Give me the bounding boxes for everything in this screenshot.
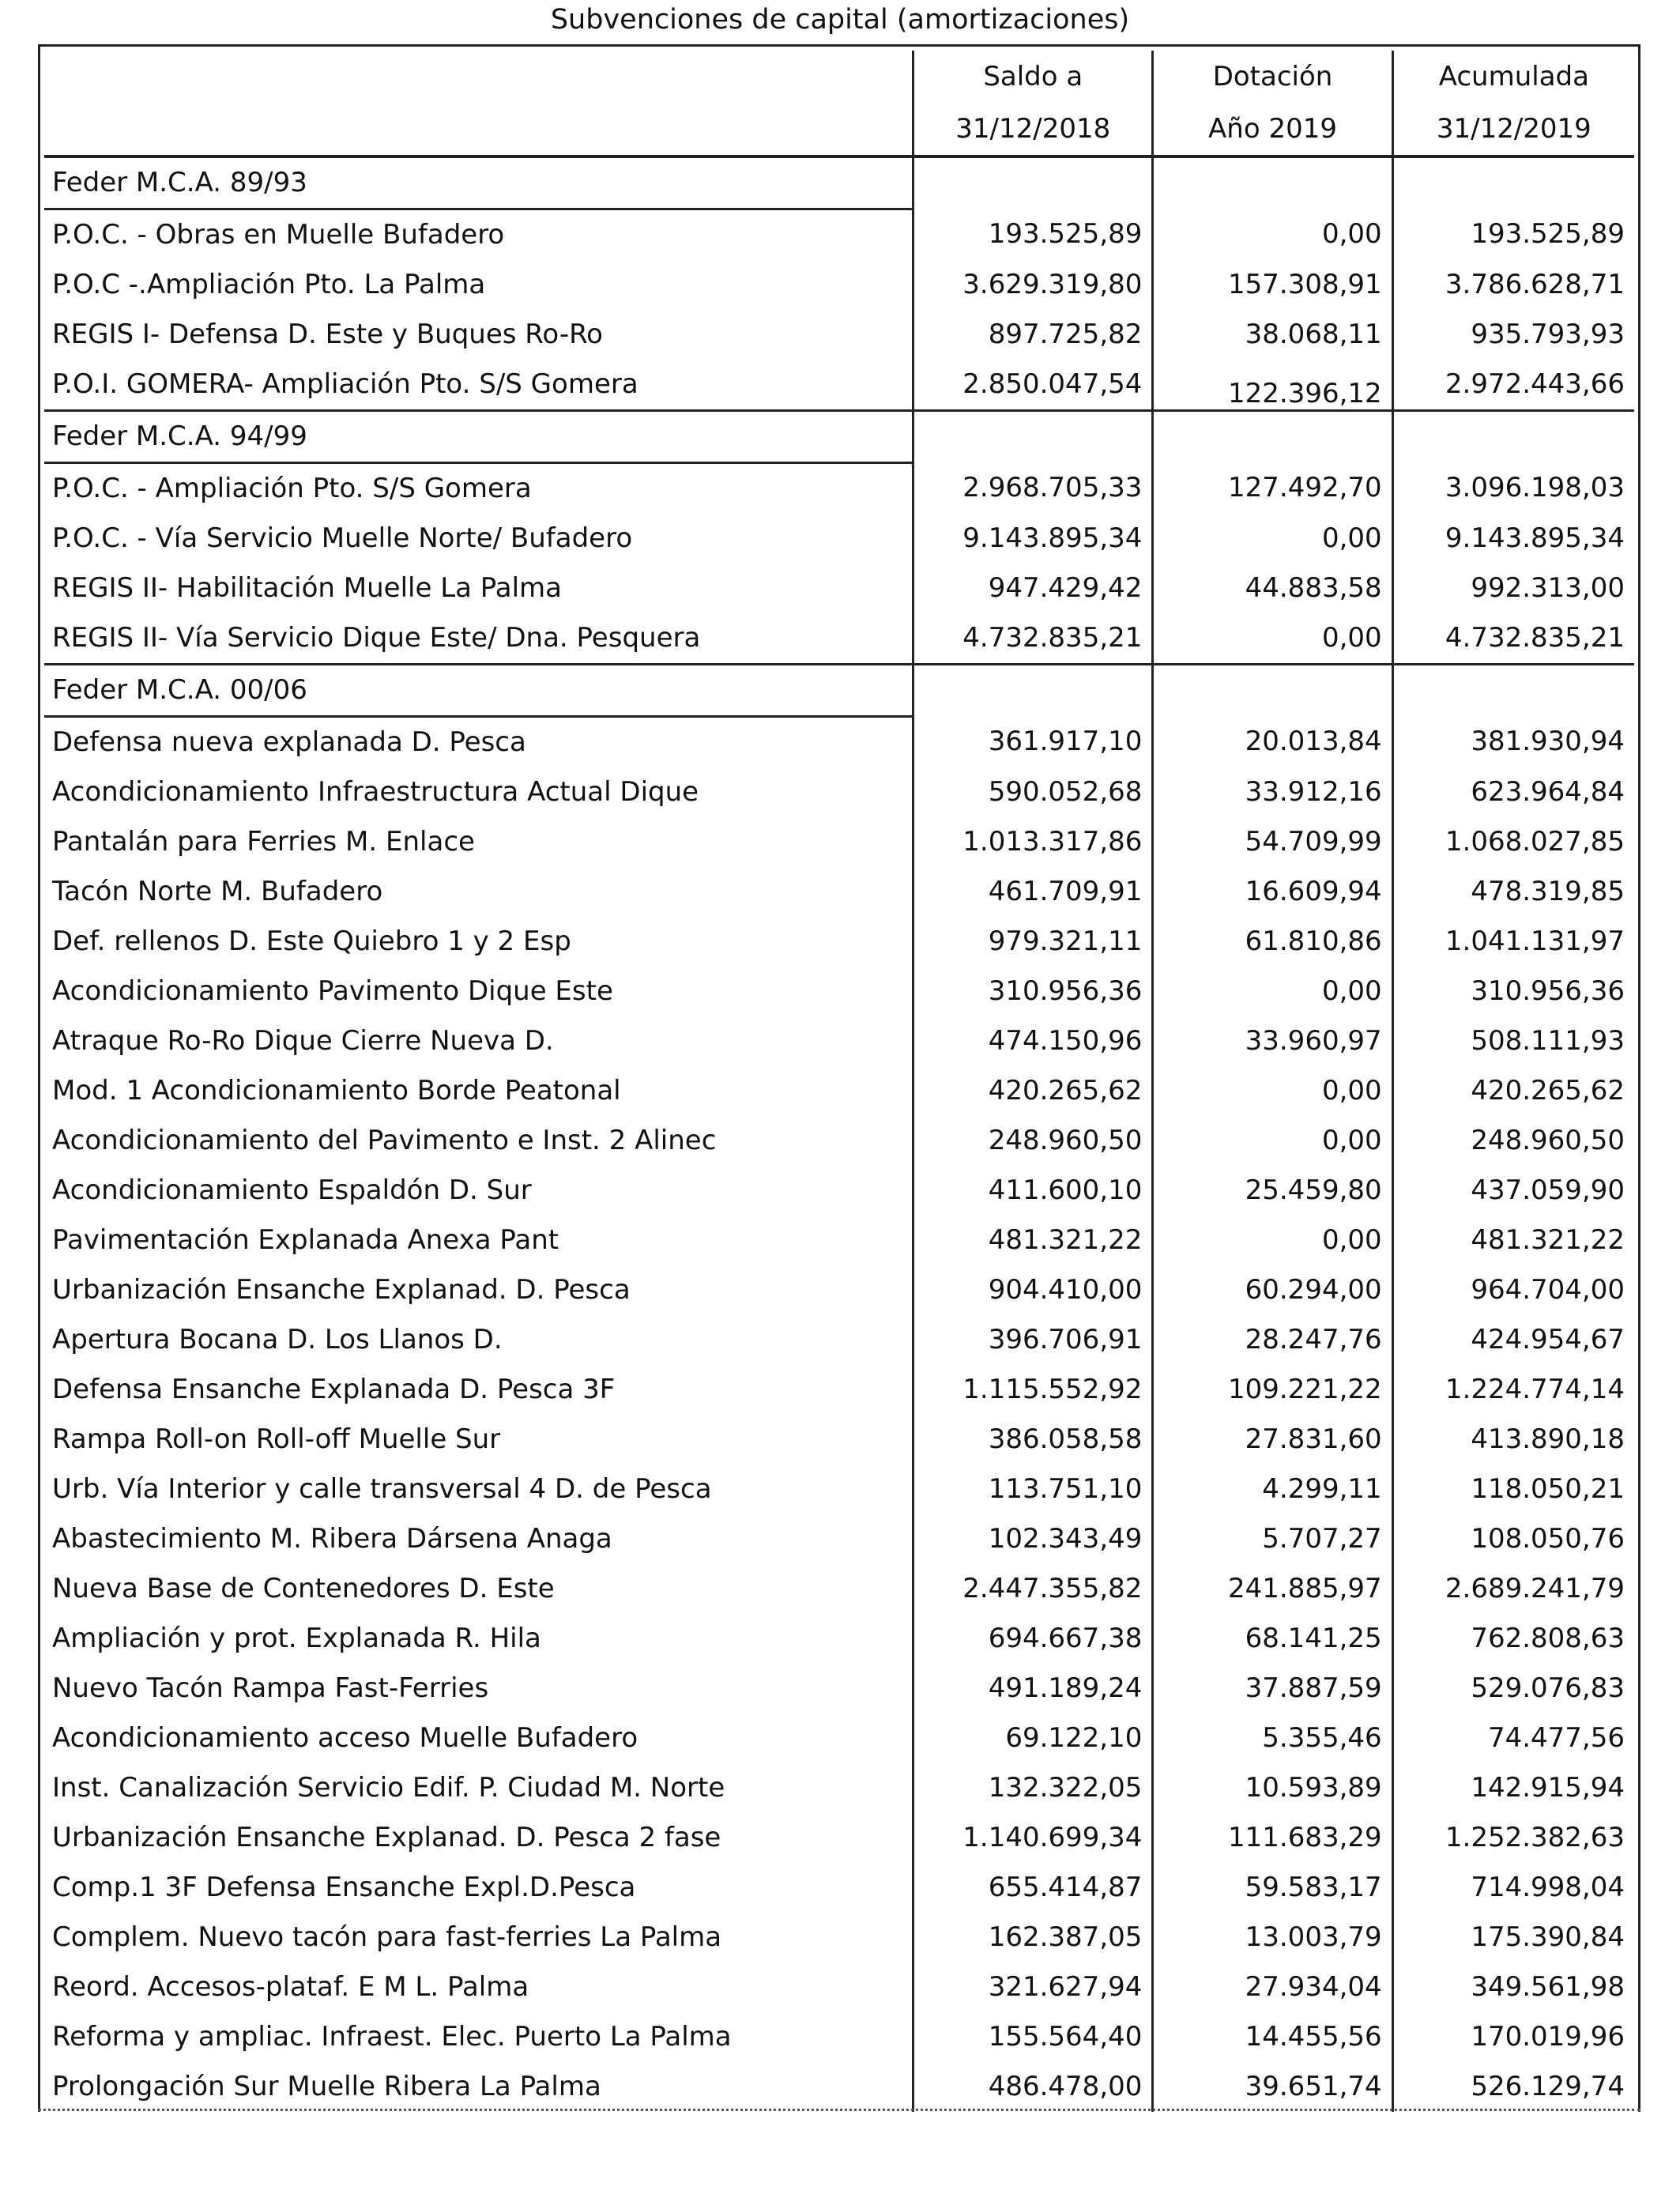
table-row xyxy=(44,717,1634,768)
saldo-cell: 947.429,42 xyxy=(913,564,1153,613)
dotacion-cell: 27.831,60 xyxy=(1153,1415,1392,1465)
section-name: Feder M.C.A. 00/06 xyxy=(44,665,913,717)
saldo-cell: 1.013.317,86 xyxy=(913,817,1153,867)
table-row xyxy=(44,1415,1634,1465)
page-title: Subvenciones de capital (amortizaciones) xyxy=(550,4,1130,36)
saldo-cell: 396.706,91 xyxy=(913,1315,1153,1365)
table-row xyxy=(44,1913,1634,1962)
saldo-cell: 361.917,10 xyxy=(913,717,1153,768)
row-label: Acondicionamiento Infraestructura Actual Dique xyxy=(44,767,913,817)
saldo-cell: 411.600,10 xyxy=(913,1166,1153,1216)
saldo-cell: 2.968.705,33 xyxy=(913,463,1153,515)
saldo-cell: 420.265,62 xyxy=(913,1066,1153,1116)
empty-cell xyxy=(1153,665,1392,717)
row-label: Acondicionamiento Pavimento Dique Este xyxy=(44,967,913,1016)
dotacion-cell: 0,00 xyxy=(1153,613,1392,665)
acumulada-cell: 9.143.895,34 xyxy=(1392,514,1634,564)
header-dotacion-line1: Dotación xyxy=(1153,51,1392,103)
dotacion-cell: 33.960,97 xyxy=(1153,1016,1392,1066)
dotacion-cell: 39.651,74 xyxy=(1153,2062,1392,2112)
saldo-cell: 904.410,00 xyxy=(913,1265,1153,1315)
saldo-cell: 162.387,05 xyxy=(913,1913,1153,1962)
acumulada-cell: 529.076,83 xyxy=(1392,1664,1634,1713)
amortization-table xyxy=(44,51,1634,2112)
dotacion-cell: 14.455,56 xyxy=(1153,2012,1392,2062)
saldo-cell: 3.629.319,80 xyxy=(913,260,1153,310)
dotacion-cell: 0,00 xyxy=(1153,1216,1392,1265)
empty-cell xyxy=(913,156,1153,209)
row-label: Urbanización Ensanche Explanad. D. Pesca xyxy=(44,1265,913,1315)
dotacion-cell: 109.221,22 xyxy=(1153,1365,1392,1415)
table-row xyxy=(44,310,1634,360)
header-acumulada-line1: Acumulada xyxy=(1392,51,1634,103)
section-name: Feder M.C.A. 94/99 xyxy=(44,411,913,463)
dotacion-cell xyxy=(1153,360,1392,411)
acumulada-cell: 437.059,90 xyxy=(1392,1166,1634,1216)
saldo-cell: 486.478,00 xyxy=(913,2062,1153,2112)
empty-cell xyxy=(1392,156,1634,209)
row-label: Prolongación Sur Muelle Ribera La Palma xyxy=(44,2062,913,2112)
header-saldo-line2: 31/12/2018 xyxy=(913,103,1153,156)
acumulada-cell: 108.050,76 xyxy=(1392,1514,1634,1564)
dotacion-cell: 13.003,79 xyxy=(1153,1913,1392,1962)
acumulada-cell: 3.096.198,03 xyxy=(1392,463,1634,515)
table-row xyxy=(44,1066,1634,1116)
saldo-cell: 590.052,68 xyxy=(913,767,1153,817)
bottom-border xyxy=(38,2109,1640,2111)
section-header-row xyxy=(44,665,1634,717)
row-label: Def. rellenos D. Este Quiebro 1 y 2 Esp xyxy=(44,917,913,967)
row-label: Acondicionamiento acceso Muelle Bufadero xyxy=(44,1713,913,1763)
row-label: REGIS II- Vía Servicio Dique Este/ Dna. Pesquera xyxy=(44,613,913,665)
acumulada-cell: 248.960,50 xyxy=(1392,1116,1634,1166)
acumulada-cell: 762.808,63 xyxy=(1392,1614,1634,1664)
row-label: Complem. Nuevo tacón para fast-ferries La Palma xyxy=(44,1913,913,1962)
saldo-cell: 694.667,38 xyxy=(913,1614,1153,1664)
row-label: Abastecimiento M. Ribera Dársena Anaga xyxy=(44,1514,913,1564)
acumulada-cell: 935.793,93 xyxy=(1392,310,1634,360)
table-row xyxy=(44,1116,1634,1166)
row-label: Reord. Accesos-plataf. E M L. Palma xyxy=(44,1962,913,2012)
row-label: Pantalán para Ferries M. Enlace xyxy=(44,817,913,867)
table-row xyxy=(44,1813,1634,1863)
acumulada-cell: 4.732.835,21 xyxy=(1392,613,1634,665)
acumulada-cell: 2.972.443,66 xyxy=(1392,360,1634,411)
dotacion-cell: 38.068,11 xyxy=(1153,310,1392,360)
saldo-cell: 979.321,11 xyxy=(913,917,1153,967)
saldo-cell: 481.321,22 xyxy=(913,1216,1153,1265)
table-row xyxy=(44,360,1634,411)
dotacion-cell: 157.308,91 xyxy=(1153,260,1392,310)
row-label: Ampliación y prot. Explanada R. Hila xyxy=(44,1614,913,1664)
section-name: Feder M.C.A. 89/93 xyxy=(44,156,913,209)
saldo-cell: 102.343,49 xyxy=(913,1514,1153,1564)
acumulada-cell: 714.998,04 xyxy=(1392,1863,1634,1913)
row-label: Acondicionamiento del Pavimento e Inst. 2 Alinec xyxy=(44,1116,913,1166)
saldo-cell: 132.322,05 xyxy=(913,1763,1153,1813)
acumulada-cell: 508.111,93 xyxy=(1392,1016,1634,1066)
dotacion-cell: 54.709,99 xyxy=(1153,817,1392,867)
header-saldo-line1: Saldo a xyxy=(913,51,1153,103)
table-container xyxy=(44,51,1634,2112)
table-row xyxy=(44,1166,1634,1216)
saldo-cell: 386.058,58 xyxy=(913,1415,1153,1465)
saldo-cell: 655.414,87 xyxy=(913,1863,1153,1913)
table-row xyxy=(44,2012,1634,2062)
saldo-cell: 69.122,10 xyxy=(913,1713,1153,1763)
dotacion-cell: 33.912,16 xyxy=(1153,767,1392,817)
row-label: Atraque Ro-Ro Dique Cierre Nueva D. xyxy=(44,1016,913,1066)
dotacion-cell: 27.934,04 xyxy=(1153,1962,1392,2012)
row-label: Reforma y ampliac. Infraest. Elec. Puerto La Palma xyxy=(44,2012,913,2062)
dotacion-cell: 241.885,97 xyxy=(1153,1564,1392,1614)
dotacion-cell: 25.459,80 xyxy=(1153,1166,1392,1216)
row-label: Mod. 1 Acondicionamiento Borde Peatonal xyxy=(44,1066,913,1116)
row-label: P.O.C. - Ampliación Pto. S/S Gomera xyxy=(44,463,913,515)
acumulada-cell: 420.265,62 xyxy=(1392,1066,1634,1116)
saldo-cell: 2.850.047,54 xyxy=(913,360,1153,411)
table-row xyxy=(44,1216,1634,1265)
saldo-cell: 1.115.552,92 xyxy=(913,1365,1153,1415)
acumulada-cell: 424.954,67 xyxy=(1392,1315,1634,1365)
saldo-cell: 321.627,94 xyxy=(913,1962,1153,2012)
empty-cell xyxy=(1392,665,1634,717)
dotacion-cell: 111.683,29 xyxy=(1153,1813,1392,1863)
table-row xyxy=(44,1564,1634,1614)
row-label: P.O.I. GOMERA- Ampliación Pto. S/S Gomera xyxy=(44,360,913,411)
header-row-1 xyxy=(44,51,1634,103)
table-row xyxy=(44,967,1634,1016)
row-label: P.O.C. - Obras en Muelle Bufadero xyxy=(44,209,913,261)
table-row xyxy=(44,917,1634,967)
saldo-cell: 474.150,96 xyxy=(913,1016,1153,1066)
dotacion-cell: 0,00 xyxy=(1153,1116,1392,1166)
dotacion-cell: 68.141,25 xyxy=(1153,1614,1392,1664)
row-label: Pavimentación Explanada Anexa Pant xyxy=(44,1216,913,1265)
empty-cell xyxy=(1153,156,1392,209)
table-row xyxy=(44,1265,1634,1315)
row-label: Nueva Base de Contenedores D. Este xyxy=(44,1564,913,1614)
table-row xyxy=(44,209,1634,261)
empty-cell xyxy=(1153,411,1392,463)
table-row xyxy=(44,817,1634,867)
empty-cell xyxy=(1392,411,1634,463)
row-label: REGIS II- Habilitación Muelle La Palma xyxy=(44,564,913,613)
acumulada-cell: 381.930,94 xyxy=(1392,717,1634,768)
saldo-cell: 9.143.895,34 xyxy=(913,514,1153,564)
row-label: P.O.C -.Ampliación Pto. La Palma xyxy=(44,260,913,310)
header-dotacion-line2: Año 2019 xyxy=(1153,103,1392,156)
row-label: Defensa Ensanche Explanada D. Pesca 3F xyxy=(44,1365,913,1415)
table-row xyxy=(44,1365,1634,1415)
dotacion-cell: 59.583,17 xyxy=(1153,1863,1392,1913)
row-label: Defensa nueva explanada D. Pesca xyxy=(44,717,913,768)
acumulada-cell: 413.890,18 xyxy=(1392,1415,1634,1465)
dotacion-cell: 44.883,58 xyxy=(1153,564,1392,613)
acumulada-cell: 1.041.131,97 xyxy=(1392,917,1634,967)
dotacion-cell: 37.887,59 xyxy=(1153,1664,1392,1713)
table-row xyxy=(44,260,1634,310)
acumulada-cell: 964.704,00 xyxy=(1392,1265,1634,1315)
acumulada-cell: 170.019,96 xyxy=(1392,2012,1634,2062)
acumulada-cell: 1.252.382,63 xyxy=(1392,1813,1634,1863)
dotacion-cell: 61.810,86 xyxy=(1153,917,1392,967)
saldo-cell: 310.956,36 xyxy=(913,967,1153,1016)
acumulada-cell: 310.956,36 xyxy=(1392,967,1634,1016)
dotacion-cell: 28.247,76 xyxy=(1153,1315,1392,1365)
saldo-cell: 155.564,40 xyxy=(913,2012,1153,2062)
table-row xyxy=(44,514,1634,564)
dotacion-cell: 0,00 xyxy=(1153,967,1392,1016)
acumulada-cell: 175.390,84 xyxy=(1392,1913,1634,1962)
section-header-row xyxy=(44,156,1634,209)
table-row xyxy=(44,1763,1634,1813)
acumulada-cell: 1.224.774,14 xyxy=(1392,1365,1634,1415)
dotacion-cell: 0,00 xyxy=(1153,1066,1392,1116)
row-label: Urb. Vía Interior y calle transversal 4 D. de Pesca xyxy=(44,1465,913,1514)
acumulada-cell: 142.915,94 xyxy=(1392,1763,1634,1813)
dotacion-cell: 0,00 xyxy=(1153,209,1392,261)
table-row xyxy=(44,1664,1634,1713)
dotacion-cell: 16.609,94 xyxy=(1153,867,1392,917)
row-label: Apertura Bocana D. Los Llanos D. xyxy=(44,1315,913,1365)
table-row xyxy=(44,1713,1634,1763)
row-label: Inst. Canalización Servicio Edif. P. Ciudad M. Norte xyxy=(44,1763,913,1813)
saldo-cell: 113.751,10 xyxy=(913,1465,1153,1514)
saldo-cell: 2.447.355,82 xyxy=(913,1564,1153,1614)
row-label: Rampa Roll-on Roll-off Muelle Sur xyxy=(44,1415,913,1465)
saldo-cell: 193.525,89 xyxy=(913,209,1153,261)
acumulada-cell: 349.561,98 xyxy=(1392,1962,1634,2012)
table-row xyxy=(44,1863,1634,1913)
saldo-cell: 248.960,50 xyxy=(913,1116,1153,1166)
dotacion-cell: 60.294,00 xyxy=(1153,1265,1392,1315)
dotacion-cell: 127.492,70 xyxy=(1153,463,1392,515)
table-row xyxy=(44,1614,1634,1664)
table-row xyxy=(44,1016,1634,1066)
empty-cell xyxy=(913,665,1153,717)
saldo-cell: 1.140.699,34 xyxy=(913,1813,1153,1863)
row-label: Urbanización Ensanche Explanad. D. Pesca 2 fase xyxy=(44,1813,913,1863)
dotacion-cell: 5.355,46 xyxy=(1153,1713,1392,1763)
acumulada-cell: 1.068.027,85 xyxy=(1392,817,1634,867)
acumulada-cell: 623.964,84 xyxy=(1392,767,1634,817)
row-label: Comp.1 3F Defensa Ensanche Expl.D.Pesca xyxy=(44,1863,913,1913)
row-label: Tacón Norte M. Bufadero xyxy=(44,867,913,917)
row-label: Acondicionamiento Espaldón D. Sur xyxy=(44,1166,913,1216)
table-row xyxy=(44,1514,1634,1564)
dotacion-cell: 4.299,11 xyxy=(1153,1465,1392,1514)
acumulada-cell: 3.786.628,71 xyxy=(1392,260,1634,310)
table-row xyxy=(44,1315,1634,1365)
saldo-cell: 461.709,91 xyxy=(913,867,1153,917)
acumulada-cell: 481.321,22 xyxy=(1392,1216,1634,1265)
saldo-cell: 897.725,82 xyxy=(913,310,1153,360)
acumulada-cell: 74.477,56 xyxy=(1392,1713,1634,1763)
table-row xyxy=(44,463,1634,515)
header-empty-cell xyxy=(44,51,913,103)
dotacion-cell: 10.593,89 xyxy=(1153,1763,1392,1813)
table-row xyxy=(44,867,1634,917)
dotacion-value: 122.396,12 xyxy=(1227,378,1382,409)
acumulada-cell: 2.689.241,79 xyxy=(1392,1564,1634,1614)
header-acumulada-line2: 31/12/2019 xyxy=(1392,103,1634,156)
table-row xyxy=(44,1465,1634,1514)
table-frame xyxy=(38,44,1640,2112)
header-row-2 xyxy=(44,103,1634,156)
empty-cell xyxy=(913,411,1153,463)
header-empty-cell xyxy=(44,103,913,156)
acumulada-cell: 992.313,00 xyxy=(1392,564,1634,613)
table-row xyxy=(44,1962,1634,2012)
saldo-cell: 4.732.835,21 xyxy=(913,613,1153,665)
acumulada-cell: 526.129,74 xyxy=(1392,2062,1634,2112)
row-label: Nuevo Tacón Rampa Fast-Ferries xyxy=(44,1664,913,1713)
acumulada-cell: 118.050,21 xyxy=(1392,1465,1634,1514)
dotacion-cell: 5.707,27 xyxy=(1153,1514,1392,1564)
acumulada-cell: 478.319,85 xyxy=(1392,867,1634,917)
section-header-row xyxy=(44,411,1634,463)
row-label: REGIS I- Defensa D. Este y Buques Ro-Ro xyxy=(44,310,913,360)
table-row xyxy=(44,613,1634,665)
acumulada-cell: 193.525,89 xyxy=(1392,209,1634,261)
table-row xyxy=(44,564,1634,613)
table-row xyxy=(44,767,1634,817)
saldo-cell: 491.189,24 xyxy=(913,1664,1153,1713)
row-label: P.O.C. - Vía Servicio Muelle Norte/ Bufadero xyxy=(44,514,913,564)
dotacion-cell: 20.013,84 xyxy=(1153,717,1392,768)
table-row xyxy=(44,2062,1634,2112)
dotacion-cell: 0,00 xyxy=(1153,514,1392,564)
